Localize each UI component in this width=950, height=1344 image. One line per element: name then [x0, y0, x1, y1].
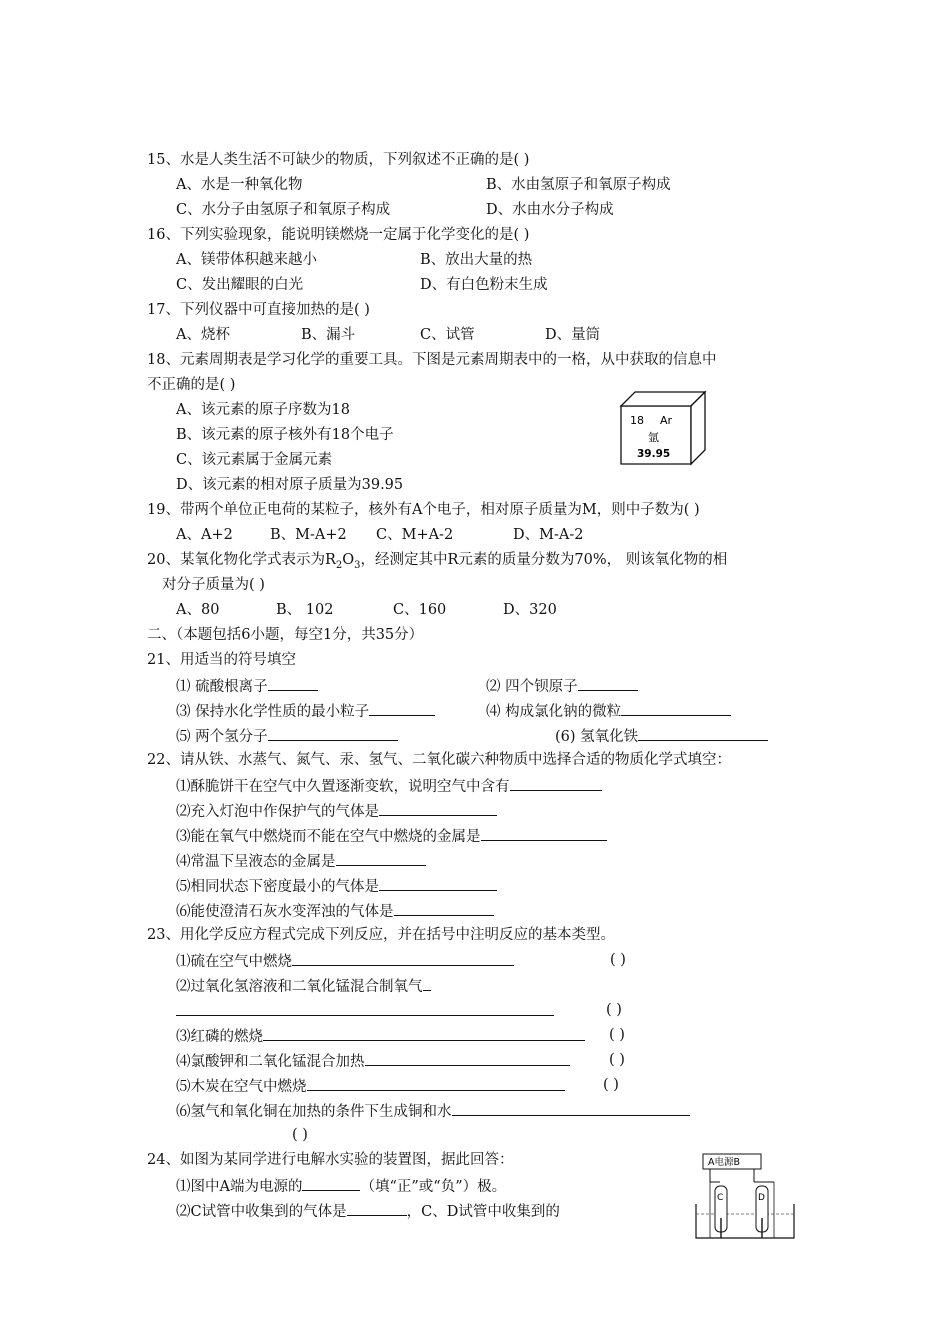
q20-stem-line1: 20、某氧化物化学式表示为$R_2O_3$，经测定其中R元素的质量分数为70%， 则该氧化物的相 [147, 552, 728, 571]
q17-stem: 17、下列仪器中可直接加热的是( ) [147, 302, 370, 318]
answer-blank[interactable] [369, 700, 435, 716]
q23-item-1-type: ( ) [610, 952, 626, 968]
q15-option-a: A、水是一种氧化物 [176, 177, 303, 193]
cell-atomic-mass: 39.95 [637, 448, 671, 460]
q22-item-4: ⑷常温下呈液态的金属是 [176, 850, 426, 872]
cell-atomic-number: 18 [630, 414, 644, 427]
q23-item-6-type: ( ) [292, 1127, 308, 1143]
q17-option-a: A、烧杯 [176, 327, 230, 343]
answer-blank[interactable] [336, 850, 426, 866]
answer-blank[interactable] [263, 1025, 585, 1041]
q24-item-2: ⑵C试管中收集到的气体是 ，C、D试管中收集到的 [176, 1200, 560, 1222]
q16-option-d: D、有白色粉末生成 [420, 277, 548, 293]
answer-blank[interactable] [638, 725, 768, 741]
q23-item-6: ⑹氢气和氧化铜在加热的条件下生成铜和水 [176, 1100, 690, 1122]
q23-stem: 23、用化学反应方程式完成下列反应，并在括号中注明反应的基本类型。 [147, 927, 615, 943]
section-two-heading: 二、（本题包括6小题，每空1分，共35分） [147, 627, 424, 643]
cell-name: 氩 [648, 431, 659, 444]
q15-stem: 15、水是人类生活不可缺少的物质，下列叙述不正确的是( ) [147, 152, 530, 168]
q20-stem-line2: 对分子质量为( ) [162, 577, 265, 593]
q16-option-c: C、发出耀眼的白光 [176, 277, 304, 293]
answer-blank[interactable] [268, 725, 398, 741]
q22-item-5: ⑸相同状态下密度最小的气体是 [176, 875, 497, 897]
q20-option-b: B、 102 [276, 602, 334, 618]
q21-item-2: ⑵ 四个钡原子 [486, 675, 638, 697]
q19-option-c: C、M+A-2 [376, 527, 454, 543]
q16-option-b: B、放出大量的热 [420, 252, 533, 268]
q22-stem: 22、请从铁、水蒸气、氮气、汞、氢气、二氧化碳六种物质中选择合适的物质化学式填空： [147, 752, 731, 768]
q19-stem: 19、带两个单位正电荷的某粒子，核外有A个电子，相对原子质量为M，则中子数为( ) [147, 502, 700, 518]
q23-item-4-type: ( ) [609, 1052, 625, 1068]
q23-item-5: ⑸木炭在空气中燃烧 [176, 1075, 565, 1097]
q16-stem: 16、下列实验现象，能说明镁燃烧一定属于化学变化的是( ) [147, 227, 530, 243]
answer-blank[interactable] [365, 1050, 570, 1066]
q20-option-c: C、160 [393, 602, 447, 618]
q15-option-b: B、水由氢原子和氧原子构成 [486, 177, 671, 193]
q21-item-5: ⑸ 两个氢分子 [176, 725, 398, 747]
answer-blank[interactable] [452, 1100, 690, 1116]
q21-item-4: ⑷ 构成氯化钠的微粒 [486, 700, 731, 722]
q18-option-b: B、该元素的原子核外有18个电子 [176, 427, 394, 443]
power-source-label: A电源B [708, 1157, 741, 1168]
electrolysis-apparatus-figure [690, 1152, 800, 1244]
q20-option-a: A、80 [176, 602, 220, 618]
q19-option-b: B、M-A+2 [270, 527, 347, 543]
answer-blank[interactable] [268, 675, 318, 691]
q21-item-1: ⑴ 硫酸根离子 [176, 675, 318, 697]
answer-blank[interactable] [302, 1175, 360, 1191]
q17-option-d: D、量筒 [545, 327, 601, 343]
cell-symbol: Ar [660, 414, 673, 427]
q18-option-d: D、该元素的相对原子质量为39.95 [176, 477, 404, 493]
answer-blank[interactable] [292, 950, 514, 966]
q20-option-d: D、320 [503, 602, 557, 618]
tube-c-label: C [717, 1193, 724, 1203]
q21-item-3: ⑶ 保持水化学性质的最小粒子 [176, 700, 435, 722]
q21-stem: 21、用适当的符号填空 [147, 652, 296, 668]
answer-blank[interactable] [621, 700, 731, 716]
q15-option-d: D、水由水分子构成 [486, 202, 614, 218]
q23-item-2-type: ( ) [606, 1002, 622, 1018]
q16-option-a: A、镁带体积越来越小 [176, 252, 317, 268]
q22-item-3: ⑶能在氧气中燃烧而不能在空气中燃烧的金属是 [176, 825, 607, 847]
answer-blank[interactable] [481, 825, 607, 841]
q23-item-2-continued [176, 1000, 554, 1022]
q18-option-c: C、该元素属于金属元素 [176, 452, 333, 468]
tube-d-label: D [758, 1193, 765, 1203]
q24-stem: 24、如图为某同学进行电解水实验的装置图，据此回答： [147, 1152, 514, 1168]
q22-item-2: ⑵充入灯泡中作保护气的气体是 [176, 800, 497, 822]
answer-blank[interactable] [176, 1000, 554, 1016]
q22-item-6: ⑹能使澄清石灰水变浑浊的气体是 [176, 900, 494, 922]
periodic-cell-figure [615, 388, 710, 468]
q15-option-c: C、水分子由氢原子和氧原子构成 [176, 202, 391, 218]
q18-stem-line2: 不正确的是( ) [147, 377, 236, 393]
answer-blank[interactable] [394, 900, 494, 916]
q23-item-3-type: ( ) [609, 1027, 625, 1043]
q19-option-d: D、M-A-2 [513, 527, 584, 543]
q18-stem-line1: 18、元素周期表是学习化学的重要工具。下图是元素周期表中的一格，从中获取的信息中 [147, 352, 717, 368]
q17-option-b: B、漏斗 [301, 327, 356, 343]
answer-blank[interactable] [379, 875, 497, 891]
answer-blank[interactable] [423, 975, 431, 991]
q23-item-1: ⑴硫在空气中燃烧 [176, 950, 514, 972]
q19-option-a: A、A+2 [176, 527, 233, 543]
q17-option-c: C、试管 [420, 327, 475, 343]
answer-blank[interactable] [307, 1075, 565, 1091]
q22-item-1: ⑴酥脆饼干在空气中久置逐渐变软，说明空气中含有 [176, 775, 602, 797]
q21-item-6: (6) 氢氧化铁 [555, 725, 768, 747]
answer-blank[interactable] [510, 775, 602, 791]
q23-item-5-type: ( ) [603, 1077, 619, 1093]
q23-item-3: ⑶红磷的燃烧 [176, 1025, 585, 1047]
q23-item-4: ⑷氯酸钾和二氧化锰混合加热 [176, 1050, 570, 1072]
q23-item-2: ⑵过氧化氢溶液和二氧化锰混合制氧气 [176, 975, 431, 997]
answer-blank[interactable] [379, 800, 497, 816]
answer-blank[interactable] [347, 1200, 407, 1216]
answer-blank[interactable] [578, 675, 638, 691]
q18-option-a: A、该元素的原子序数为18 [176, 402, 350, 418]
q24-item-1: ⑴图中A端为电源的 （填“正”或“负”）极。 [176, 1175, 506, 1197]
